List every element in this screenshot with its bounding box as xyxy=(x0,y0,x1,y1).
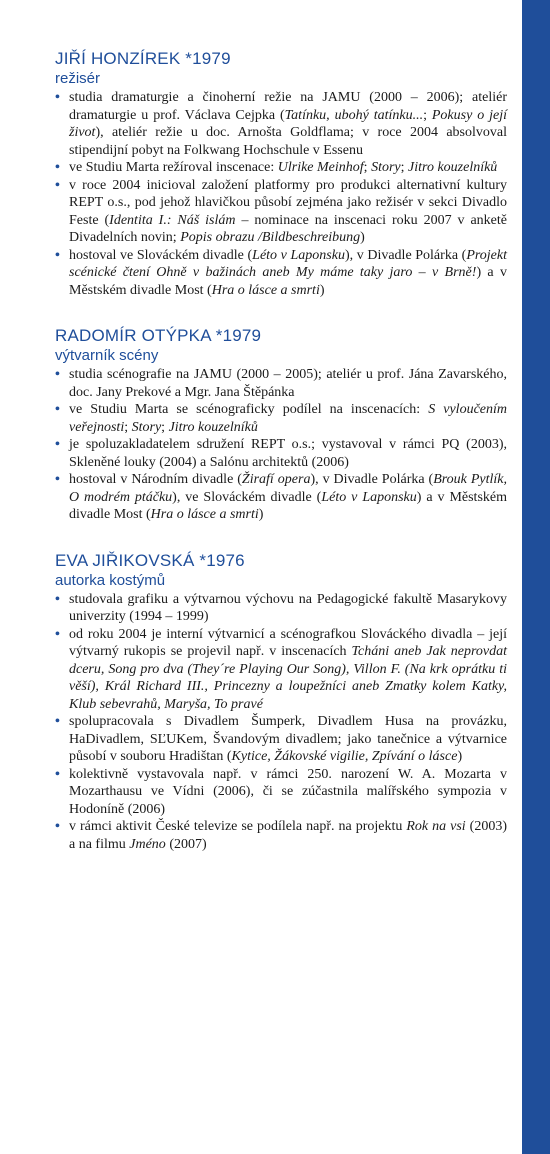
bio-text: studia dramaturgie a činoherní režie na JAMU (2000 – 2006); ateliér dramaturgie u prof. Václava Cejpka ( xyxy=(69,90,507,123)
bio-title-text: Jméno xyxy=(129,836,166,852)
bio-text: ; xyxy=(363,160,372,175)
bio-text: ) xyxy=(360,230,365,245)
bio-item xyxy=(55,366,507,401)
bio-text: ; xyxy=(400,160,409,175)
bio-title-text: Hra o lásce a smrti xyxy=(150,507,259,522)
bio-item xyxy=(55,436,507,471)
bio-title-text: Tcháni aneb Jak neprovdat dceru, Song pro dva (They´re Playing Our Song), Villon F. (Na krk oprátku ti věší), Král Richard III., Princezny a loupežníci aneb Zmatky kolem Katky, Klub sebevrahů, Maryša, To pravé xyxy=(69,644,507,712)
bio-title-text: Jitro kouzelníků xyxy=(168,419,258,435)
blue-side-stripe xyxy=(522,0,550,1154)
bio-title-text: S vyloučením veřejnosti xyxy=(69,402,507,435)
bio-text: ) xyxy=(258,507,264,522)
person-section xyxy=(55,552,507,854)
bio-list xyxy=(55,89,507,299)
bio-text: ), v Divadle Polárka ( xyxy=(344,247,467,263)
bio-text: ), v Divadle Polárka ( xyxy=(310,472,434,487)
bio-text: ), ateliér režie u doc. Arnošta Goldflama; v roce 2004 absolvoval stipendijní pobyt na Folkwang Hochschule v Essenu xyxy=(69,125,507,158)
bio-title-text: Identita I.: Náš islám xyxy=(109,212,236,228)
bio-item xyxy=(55,159,507,177)
bio-text: studia scénografie na JAMU (2000 – 2005); ateliér u prof. Jána Zavarského, doc. Jany Prekové a Mgr. Jana Štěpánka xyxy=(69,367,507,400)
bio-text: ) xyxy=(457,749,463,764)
person-role: režisér xyxy=(55,70,101,87)
bio-text: (2003) a na filmu xyxy=(69,819,507,852)
bio-text: ), ve Slováckém divadle ( xyxy=(172,489,322,505)
bio-title-text: Jitro kouzelníků xyxy=(408,160,498,175)
bio-title-text: Popis obrazu /Bildbeschreibung xyxy=(180,230,361,245)
bio-item xyxy=(55,591,507,626)
bio-item xyxy=(55,818,507,853)
person-name: EVA JIŘIKOVSKÁ *1976 xyxy=(55,550,245,570)
bio-text: ) a v Městském divadle Most ( xyxy=(69,489,508,522)
bio-text: ; xyxy=(124,419,132,435)
bio-text: v rámci aktivit České televize se podílela např. na projektu xyxy=(69,819,407,834)
bio-item xyxy=(55,713,507,766)
bio-text: ve Studiu Marta režíroval inscenace: xyxy=(69,160,278,175)
bio-title-text: Hra o lásce a smrti xyxy=(211,282,320,298)
bio-item xyxy=(55,89,507,159)
bio-text: od roku 2004 je interní výtvarnicí a scénografkou Slováckého divadla – její výtvarný rukopis se projevil např. v inscenacích xyxy=(69,626,507,659)
bio-title-text: Rok na vsi xyxy=(406,819,466,834)
bio-title-text: Tatínku, ubohý tatínku... xyxy=(284,107,424,123)
bio-title-text: Story xyxy=(131,419,162,435)
bio-text: kolektivně vystavovala např. v rámci 250. narození W. A. Mozarta v Mozarthausu ve Vídni (2006), či se zúčastnila malířského sympozia v Hodoníně (2006) xyxy=(69,766,507,817)
person-name: JIŘÍ HONZÍREK *1979 xyxy=(55,49,231,68)
bio-title-text: Léto v Laponsku xyxy=(321,489,417,505)
bio-title-text: Žirafí opera xyxy=(241,472,311,487)
bio-text: ve Studiu Marta se scénograficky podílel na inscenacích: xyxy=(69,402,429,417)
bio-item xyxy=(55,401,507,436)
bio-text: (2007) xyxy=(165,836,207,852)
bio-title-text: Pokusy o její život xyxy=(69,107,507,140)
bio-title-text: Léto v Laponsku xyxy=(252,247,345,263)
bio-item xyxy=(55,626,507,714)
bio-text: v roce 2004 inicioval založení platformy pro produkci alternativní kultury REPT o.s., pod jehož hlavičkou působí zejména jako režisér v sekci Divadlo Feste ( xyxy=(69,177,507,228)
bio-list xyxy=(55,591,507,854)
person-section xyxy=(55,327,507,524)
bio-text: ; xyxy=(423,107,432,123)
bio-title-text: Story xyxy=(371,160,401,175)
bio-text: ; xyxy=(161,419,169,435)
bio-text: hostoval ve Slováckém divadle ( xyxy=(69,247,253,263)
bio-title-text: Brouk Pytlík, O modrém ptáčku xyxy=(69,472,508,505)
person-name: RADOMÍR OTÝPKA *1979 xyxy=(55,326,262,345)
page-content xyxy=(55,50,507,881)
bio-item xyxy=(55,766,507,819)
bio-item xyxy=(55,471,507,524)
bio-text: studovala grafiku a výtvarnou výchovu na Pedagogické fakultě Masarykovy univerzity (1994 – 1999) xyxy=(69,591,507,624)
person-section xyxy=(55,50,507,299)
bio-title-text: Kytice, Žákovské vigilie, Zpívání o lásce xyxy=(231,749,458,764)
person-role: výtvarník scény xyxy=(55,347,159,364)
bio-list xyxy=(55,366,507,524)
bio-title-text: Projekt scénické čtení Ohně v bažinách aneb My máme taky jaro – v Brně! xyxy=(69,247,507,280)
bio-text: ) a v Městském divadle Most ( xyxy=(69,265,507,298)
bio-text: hostoval v Národním divadle ( xyxy=(69,472,242,487)
bio-title-text: Ulrike Meinhof xyxy=(277,160,364,175)
bio-item xyxy=(55,247,507,300)
bio-text: spolupracovala s Divadlem Šumperk, Divadlem Husa na provázku, HaDivadlem, SĽUKem, Švandovým divadlem; jako tanečnice a výtvarnice působí v souboru Hradištan ( xyxy=(69,714,507,764)
person-role: autorka kostýmů xyxy=(55,571,166,589)
bio-item xyxy=(55,177,507,247)
bio-text: ) xyxy=(319,282,325,298)
bio-text: – nominace na inscenaci roku 2007 v anketě Divadelních novin; xyxy=(69,212,507,245)
bio-text: je spoluzakladatelem sdružení REPT o.s.; vystavoval v rámci PQ (2003), Skleněné louky (2004) a Salónu architektů (2006) xyxy=(69,437,507,470)
